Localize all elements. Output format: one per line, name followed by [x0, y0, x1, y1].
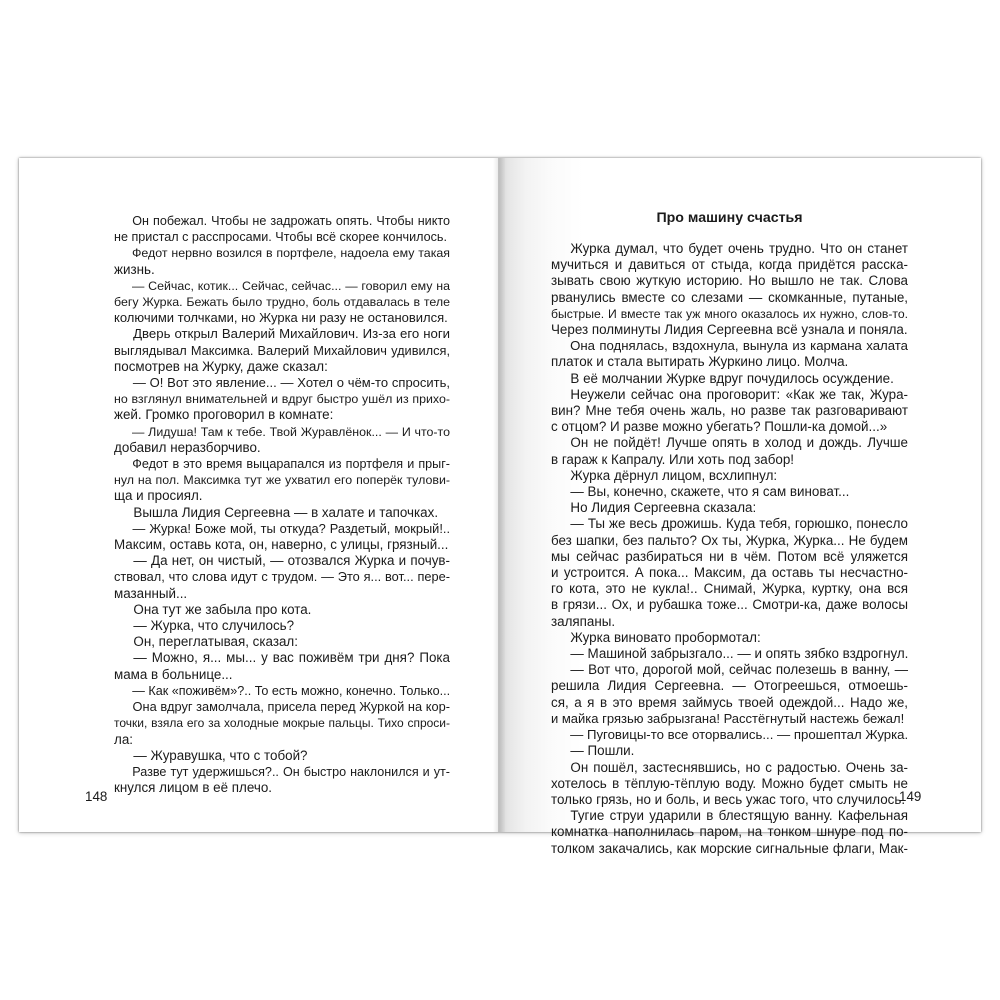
text-line: ла: — [114, 731, 133, 747]
text-line: с отцом? И разве можно убегать? Пошли-ка домой...» — [551, 419, 888, 435]
chapter-title: Про машину счастья — [656, 210, 803, 226]
text-line: Он пошёл, застеснявшись, но с радостью. Очень за- — [570, 759, 908, 775]
text-line: не пристал с расспросами. Чтобы всё скорее кончилось. — [114, 230, 447, 245]
text-line: Он не пойдёт! Лучше опять в холод и дождь. Лучше — [570, 435, 908, 451]
text-line: и устроится. А пока... Максим, да оставь ты несчастно- — [551, 565, 908, 581]
right-page — [498, 158, 981, 856]
text-line: Федот в это время выцарапался из портфеля и прыг- — [132, 457, 450, 472]
book-gutter — [493, 158, 505, 832]
text-line: мама в больнице... — [114, 666, 233, 682]
text-line: ствовал, что слова идут с трудом. — Это я... вот... пере- — [114, 569, 450, 585]
text-line: Она вдруг замолчала, присела перед Журкой на кор- — [132, 699, 450, 715]
text-line: мучиться и давиться от стыда, когда придётся расска- — [551, 257, 908, 273]
text-line: Журка виновато пробормотал: — [570, 629, 761, 645]
text-line: — Ты же весь дрожишь. Куда тебя, горюшко, понесло — [570, 516, 908, 532]
text-line: — Журка, что случилось? — [133, 618, 295, 634]
right-page-text — [551, 241, 908, 857]
text-line: Она тут же забыла про кота. — [133, 601, 312, 617]
text-line: Федот нервно возился в портфеле, надоела ему такая — [131, 246, 450, 261]
text-line: жей. Громко проговорил в комнате: — [114, 407, 334, 423]
text-line: Вышла Лидия Сергеевна — в халате и тапочках. — [133, 504, 439, 520]
text-line: Он, переглатывая, сказал: — [133, 634, 298, 650]
text-line: рванулись вместе со слезами — скомканные, путаные, — [551, 289, 908, 305]
text-line: — О! Вот это явление... — Хотел о чём-то спросить, — [132, 375, 450, 391]
text-line: — Вы, конечно, скажете, что я сам виноват... — [570, 484, 850, 500]
text-line: — Пуговицы-то все оторвались... — прошептал Журка. — [570, 727, 909, 743]
text-line: в гараж к Капралу. Или хоть под забор! — [551, 451, 794, 467]
text-line: решила Лидия Сергеевна. — Отогреешься, отмоешь- — [551, 678, 908, 694]
text-line: без шапки, без пальто? Ох ты, Журка, Журка... Не будем — [551, 532, 908, 548]
text-line: Через полминуты Лидия Сергеевна всё узнала и поняла. — [551, 322, 908, 338]
text-line: быстрые. И вместе так уж много оказалось их нужно, слов-то. — [551, 306, 908, 321]
text-line: бегу Журка. Бежать было трудно, боль отдавалась в теле — [114, 295, 450, 310]
text-line: но взглянул внимательней и вдруг быстро ушёл из прихо- — [114, 392, 450, 407]
text-line: Неужели сейчас она проговорит: «Как же так, Жура- — [570, 386, 908, 402]
text-line: Максим, оставь кота, он, наверно, с улицы, грязный... — [114, 537, 449, 553]
text-line: — Вот что, дорогой мой, сейчас полезешь в ванну, — — [570, 662, 908, 678]
text-line: ся, а я в это время займусь твоей одеждой... Надо же, — [551, 694, 908, 710]
text-line: Журка дёрнул лицом, всхлипнул: — [570, 467, 778, 483]
text-line: ща и просиял. — [114, 488, 203, 504]
text-line: го кота, это не кукла!.. Снимай, Журка, куртку, она вся — [551, 581, 908, 597]
text-line: вин? Мне тебя очень жаль, но разве так разговаривают — [551, 403, 908, 419]
text-line: — Журка! Боже мой, ты откуда? Раздетый, мокрый!.. — [132, 520, 450, 536]
text-line: только грязь, но и боль, и весь ужас того, что случилось. — [551, 791, 906, 807]
text-line: Тугие струи ударили в блестящую ванну. Кафельная — [570, 808, 908, 824]
text-line: платок и стала вытирать Журкино лицо. Молча. — [551, 354, 849, 370]
text-line: — Машиной забрызгало... — и опять зябко вздрогнул. — [570, 646, 909, 662]
text-line: — Журавушка, что с тобой? — [133, 747, 308, 763]
right-page-number: 149 — [899, 789, 922, 804]
text-line: — Как «поживём»?.. То есть можно, конечно. Только... — [132, 683, 451, 698]
text-line: нул на пол. Максимка тут же ухватил его поперёк тулови- — [114, 473, 450, 488]
text-line: мазанный... — [114, 585, 188, 601]
text-line: Она поднялась, вздохнула, вынула из кармана халата — [570, 338, 908, 354]
text-line: в грязи... Ох, и рубашка тоже... Смотри-ка, даже волосы — [551, 597, 908, 613]
text-line: заляпаны. — [551, 613, 616, 629]
text-line: Он побежал. Чтобы не задрожать опять. Чтобы никто — [132, 214, 450, 228]
text-line: Журка думал, что будет очень трудно. Что он станет — [570, 241, 908, 256]
text-line: посмотрев на Журку, даже сказал: — [114, 358, 328, 374]
text-line: жизнь. — [114, 261, 155, 277]
text-line: — Да нет, он чистый, — отозвался Журка и почув- — [133, 553, 450, 569]
text-line: добавил неразборчиво. — [114, 439, 261, 455]
text-line: Дверь открыл Валерий Михайлович. Из-за его ноги — [133, 326, 450, 342]
text-line: кнулся лицом в её плечо. — [114, 780, 272, 796]
text-line: — Сейчас, котик... Сейчас, сейчас... — говорил ему на — [131, 278, 450, 293]
text-line: мы сейчас разбираться ни в чём. Потом всё уляжется — [551, 548, 908, 564]
left-page-number: 148 — [85, 789, 108, 804]
text-line: и майка грязью забрызгана! Расстёгнутый настежь бежал! — [551, 710, 905, 726]
text-line: Но Лидия Сергеевна сказала: — [570, 500, 757, 516]
open-book — [19, 158, 981, 856]
text-line: Разве тут удержишься?.. Он быстро наклонился и ут- — [132, 764, 450, 779]
text-line: — Можно, я... мы... у вас поживём три дня? Пока — [133, 650, 450, 666]
text-line: — Пошли. — [570, 743, 635, 759]
text-line: комнатка наполнилась паром, на тонком шнуре под по- — [551, 824, 908, 840]
text-line: зывать свою жуткую историю. Но вышло не так. Слова — [551, 273, 908, 289]
text-line: выглядывал Максимка. Валерий Михайлович удивился, — [114, 342, 450, 358]
text-line: — Лидуша! Там к тебе. Твой Журавлёнок... — И что-то — [131, 424, 450, 439]
text-line: колючими толчками, но Журка ни разу не остановился. — [114, 310, 448, 326]
text-line: толком закачались, как морские сигнальные флаги, Мак- — [551, 840, 908, 856]
left-page-text — [114, 213, 450, 796]
text-line: точки, взяла его за холодные мокрые пальцы. Тихо спроси- — [114, 716, 450, 731]
text-line: хотелось в тёплую-тёплую воду. Можно будет смыть не — [551, 775, 908, 791]
left-page — [19, 158, 498, 832]
text-line: В её молчании Журке вдруг почудилось осуждение. — [570, 370, 894, 386]
